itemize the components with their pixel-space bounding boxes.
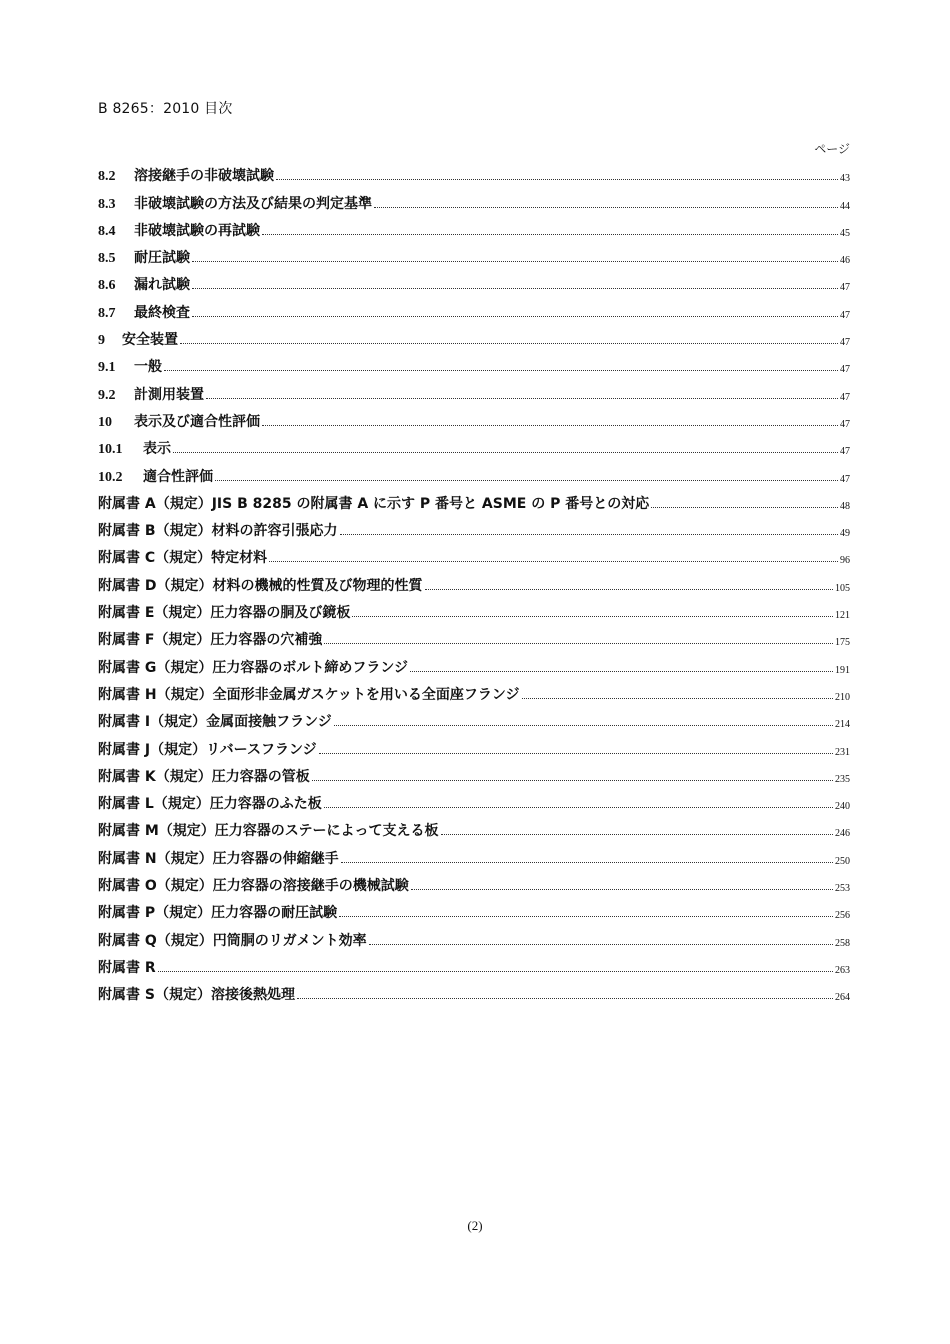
toc-entry-page: 47 bbox=[840, 446, 850, 458]
toc-entry[interactable] bbox=[98, 486, 850, 513]
toc-entry-title: 表示及び適合性評価 bbox=[134, 413, 260, 430]
toc-entry-number: 9.1 bbox=[98, 360, 116, 376]
dot-leader bbox=[339, 916, 833, 917]
toc-entry-title: 附属書 O（規定）圧力容器の溶接継手の機械試験 bbox=[98, 878, 409, 895]
toc-entry-number: 9 bbox=[98, 333, 105, 349]
dot-leader bbox=[319, 753, 833, 754]
toc-entry-title: 附属書 E（規定）圧力容器の胴及び鏡板 bbox=[98, 605, 351, 622]
dot-leader bbox=[411, 889, 833, 890]
toc-entry-page: 210 bbox=[835, 691, 850, 703]
dot-leader bbox=[324, 643, 833, 644]
toc-entry[interactable] bbox=[98, 977, 850, 1004]
toc-entry[interactable] bbox=[98, 322, 850, 349]
toc-entry[interactable] bbox=[98, 185, 850, 212]
toc-entry-title: 最終検査 bbox=[134, 304, 190, 321]
table-of-contents bbox=[98, 158, 850, 1004]
dot-leader bbox=[425, 589, 834, 590]
toc-entry[interactable] bbox=[98, 349, 850, 376]
dot-leader bbox=[192, 288, 838, 289]
toc-entry-number: 8.4 bbox=[98, 223, 116, 239]
toc-entry[interactable] bbox=[98, 622, 850, 649]
toc-entry[interactable] bbox=[98, 704, 850, 731]
toc-entry-page: 250 bbox=[835, 855, 850, 867]
toc-entry-page: 47 bbox=[840, 391, 850, 403]
toc-entry-title: 耐圧試験 bbox=[134, 250, 190, 267]
toc-entry[interactable] bbox=[98, 868, 850, 895]
dot-leader bbox=[352, 616, 833, 617]
toc-entry[interactable] bbox=[98, 786, 850, 813]
toc-entry-title: 附属書 S（規定）溶接後熱処理 bbox=[98, 987, 295, 1004]
dot-leader bbox=[206, 398, 838, 399]
toc-entry-title: 附属書 K（規定）圧力容器の管板 bbox=[98, 768, 310, 785]
toc-entry-title: 適合性評価 bbox=[143, 468, 213, 485]
page-column-label: ページ bbox=[814, 142, 850, 156]
toc-entry-title: 附属書 F（規定）圧力容器の穴補強 bbox=[98, 632, 323, 649]
toc-entry[interactable] bbox=[98, 567, 850, 594]
dot-leader bbox=[173, 452, 838, 453]
toc-entry-page: 44 bbox=[840, 200, 850, 212]
toc-entry-title: 附属書 L（規定）圧力容器のふた板 bbox=[98, 796, 322, 813]
toc-entry-page: 264 bbox=[835, 992, 850, 1004]
dot-leader bbox=[441, 834, 833, 835]
toc-entry-page: 121 bbox=[835, 610, 850, 622]
toc-entry[interactable] bbox=[98, 922, 850, 949]
dot-leader bbox=[276, 179, 838, 180]
toc-entry-title: 非破壊試験の再試験 bbox=[134, 222, 260, 239]
toc-entry-number: 10 bbox=[98, 414, 112, 430]
toc-entry-title: 非破壊試験の方法及び結果の判定基準 bbox=[134, 195, 372, 212]
dot-leader bbox=[180, 343, 838, 344]
toc-entry-page: 47 bbox=[840, 309, 850, 321]
toc-entry-title: 附属書 C（規定）特定材料 bbox=[98, 550, 268, 567]
toc-entry-page: 47 bbox=[840, 473, 850, 485]
toc-entry-page: 45 bbox=[840, 227, 850, 239]
toc-entry[interactable] bbox=[98, 595, 850, 622]
toc-entry[interactable] bbox=[98, 895, 850, 922]
toc-entry-title: 附属書 P（規定）圧力容器の耐圧試験 bbox=[98, 905, 338, 922]
toc-entry-page: 231 bbox=[835, 746, 850, 758]
toc-entry-page: 214 bbox=[835, 719, 850, 731]
toc-entry-page: 47 bbox=[840, 337, 850, 349]
toc-entry[interactable] bbox=[98, 294, 850, 321]
toc-entry[interactable] bbox=[98, 950, 850, 977]
toc-entry-page: 246 bbox=[835, 828, 850, 840]
toc-entry[interactable] bbox=[98, 813, 850, 840]
toc-entry[interactable] bbox=[98, 840, 850, 867]
dot-leader bbox=[312, 780, 833, 781]
dot-leader bbox=[374, 207, 838, 208]
toc-entry-title: 附属書 A（規定）JIS B 8285 の附属書 A に示す P 番号と ASME の P 番号との対応 bbox=[98, 495, 650, 512]
toc-entry-number: 8.2 bbox=[98, 169, 116, 185]
toc-entry-title: 表示 bbox=[143, 441, 171, 458]
dot-leader bbox=[262, 234, 838, 235]
toc-entry-title: 附属書 I（規定）金属面接触フランジ bbox=[98, 714, 332, 731]
toc-entry-title: 附属書 B（規定）材料の許容引張応力 bbox=[98, 523, 338, 540]
toc-entry-page: 47 bbox=[840, 364, 850, 376]
dot-leader bbox=[324, 807, 833, 808]
toc-entry-number: 10.2 bbox=[98, 469, 123, 485]
toc-entry[interactable] bbox=[98, 404, 850, 431]
dot-leader bbox=[158, 971, 833, 972]
toc-entry-title: 安全装置 bbox=[122, 332, 178, 349]
toc-entry[interactable] bbox=[98, 731, 850, 758]
toc-entry-page: 43 bbox=[840, 173, 850, 185]
dot-leader bbox=[164, 370, 838, 371]
toc-entry-page: 175 bbox=[835, 637, 850, 649]
toc-entry[interactable] bbox=[98, 213, 850, 240]
toc-entry-title: 溶接継手の非破壊試験 bbox=[134, 168, 274, 185]
toc-entry-page: 46 bbox=[840, 255, 850, 267]
toc-entry-number: 8.7 bbox=[98, 305, 116, 321]
toc-entry[interactable] bbox=[98, 649, 850, 676]
dot-leader bbox=[340, 534, 838, 535]
dot-leader bbox=[369, 944, 833, 945]
toc-entry-title: 附属書 Q（規定）円筒胴のリガメント効率 bbox=[98, 932, 367, 949]
dot-leader bbox=[522, 698, 833, 699]
toc-entry-page: 191 bbox=[835, 664, 850, 676]
toc-entry[interactable] bbox=[98, 431, 850, 458]
toc-entry-page: 240 bbox=[835, 801, 850, 813]
toc-entry-number: 8.3 bbox=[98, 196, 116, 212]
toc-entry-title: 附属書 H（規定）全面形非金属ガスケットを用いる全面座フランジ bbox=[98, 686, 520, 703]
dot-leader bbox=[651, 507, 838, 508]
toc-entry-page: 263 bbox=[835, 964, 850, 976]
toc-entry-page: 235 bbox=[835, 773, 850, 785]
dot-leader bbox=[215, 480, 838, 481]
toc-entry[interactable] bbox=[98, 158, 850, 185]
toc-entry-title: 計測用装置 bbox=[134, 386, 204, 403]
dot-leader bbox=[410, 671, 833, 672]
document-header: B 8265：2010 目次 bbox=[98, 101, 233, 117]
dot-leader bbox=[341, 862, 833, 863]
dot-leader bbox=[262, 425, 838, 426]
dot-leader bbox=[334, 725, 833, 726]
toc-entry[interactable] bbox=[98, 267, 850, 294]
toc-entry[interactable] bbox=[98, 759, 850, 786]
toc-entry[interactable] bbox=[98, 540, 850, 567]
toc-entry-title: 附属書 N（規定）圧力容器の伸縮継手 bbox=[98, 850, 339, 867]
toc-entry-number: 8.5 bbox=[98, 251, 116, 267]
toc-entry-number: 9.2 bbox=[98, 387, 116, 403]
toc-entry-title: 漏れ試験 bbox=[134, 277, 190, 294]
toc-entry-page: 253 bbox=[835, 883, 850, 895]
dot-leader bbox=[192, 261, 838, 262]
toc-entry-page: 48 bbox=[840, 500, 850, 512]
toc-entry[interactable] bbox=[98, 240, 850, 267]
toc-entry-page: 96 bbox=[840, 555, 850, 567]
page-number: (2) bbox=[467, 1218, 483, 1233]
toc-entry-title: 一般 bbox=[134, 359, 162, 376]
dot-leader bbox=[297, 998, 833, 999]
toc-entry-page: 47 bbox=[840, 418, 850, 430]
toc-entry-title: 附属書 G（規定）圧力容器のボルト締めフランジ bbox=[98, 659, 409, 676]
toc-entry[interactable] bbox=[98, 677, 850, 704]
dot-leader bbox=[269, 561, 838, 562]
toc-entry-title: 附属書 M（規定）圧力容器のステーによって支える板 bbox=[98, 823, 439, 840]
toc-entry-title: 附属書 D（規定）材料の機械的性質及び物理的性質 bbox=[98, 577, 423, 594]
toc-entry-page: 105 bbox=[835, 582, 850, 594]
toc-entry[interactable] bbox=[98, 513, 850, 540]
toc-entry-page: 258 bbox=[835, 937, 850, 949]
dot-leader bbox=[192, 316, 838, 317]
toc-entry-page: 49 bbox=[840, 528, 850, 540]
toc-entry-number: 8.6 bbox=[98, 278, 116, 294]
toc-entry[interactable] bbox=[98, 458, 850, 485]
toc-entry-number: 10.1 bbox=[98, 442, 123, 458]
toc-entry-title: 附属書 J（規定）リバースフランジ bbox=[98, 741, 317, 758]
toc-entry-page: 256 bbox=[835, 910, 850, 922]
toc-entry-title: 附属書 R bbox=[98, 959, 156, 976]
toc-entry[interactable] bbox=[98, 376, 850, 403]
toc-entry-page: 47 bbox=[840, 282, 850, 294]
